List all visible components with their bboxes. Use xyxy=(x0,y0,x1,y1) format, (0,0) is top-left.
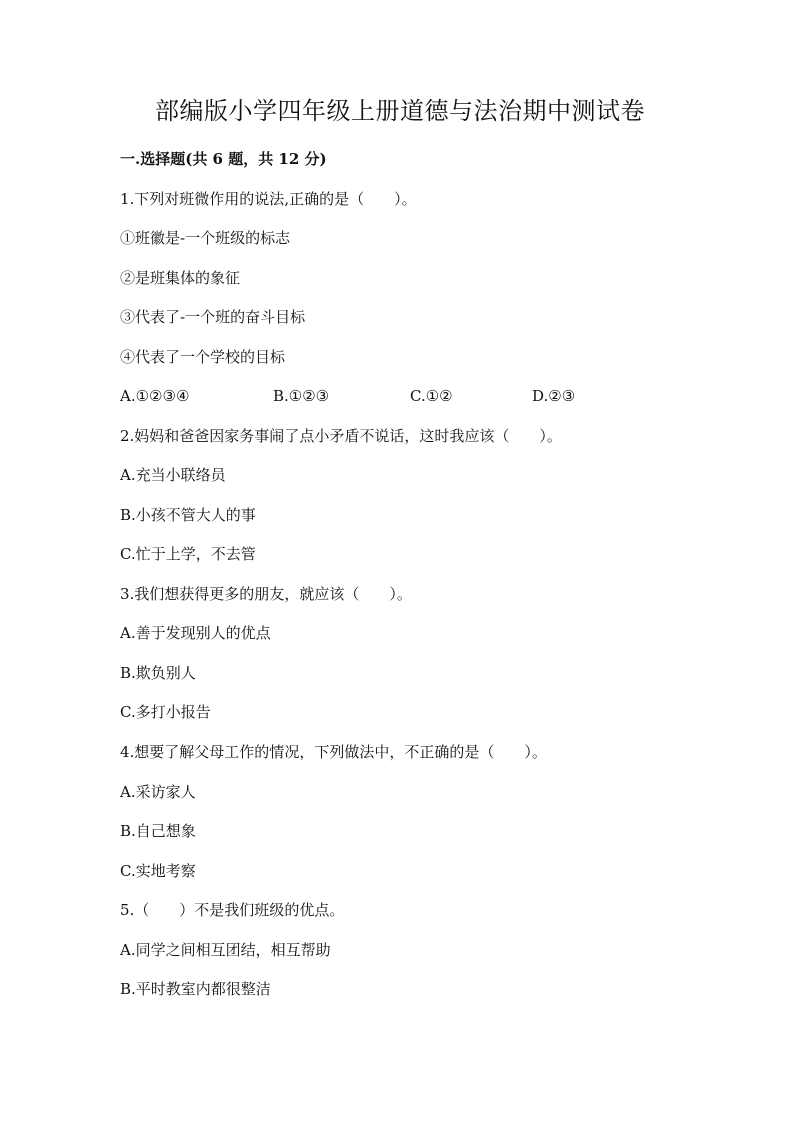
question-5-stem: 5.（ ）不是我们班级的优点。 xyxy=(120,901,345,919)
question-4-option-c: C.实地考察 xyxy=(120,862,196,880)
question-3-option-a: A.善于发现别人的优点 xyxy=(120,624,271,642)
question-3-option-c: C.多打小报告 xyxy=(120,703,211,721)
page-title: 部编版小学四年级上册道德与法治期中测试卷 xyxy=(155,97,645,125)
question-1-option-d: D.②③ xyxy=(532,387,576,405)
question-3-option-b: B.欺负别人 xyxy=(120,664,196,682)
question-1-item-3: ③代表了-一个班的奋斗目标 xyxy=(120,308,306,326)
question-3-stem: 3.我们想获得更多的朋友，就应该（ ）。 xyxy=(120,585,412,603)
question-4-option-b: B.自己想象 xyxy=(120,822,196,840)
question-1-option-a: A.①②③④ xyxy=(120,387,190,405)
question-2-option-c: C.忙于上学，不去管 xyxy=(120,545,256,563)
question-4-stem: 4.想要了解父母工作的情况，下列做法中，不正确的是（ ）。 xyxy=(120,743,547,761)
question-1-option-c: C.①② xyxy=(410,387,453,405)
question-1-option-b: B.①②③ xyxy=(273,387,330,405)
question-1-item-2: ②是班集体的象征 xyxy=(120,269,241,287)
question-1-item-1: ①班徽是-一个班级的标志 xyxy=(120,229,291,247)
question-1-stem: 1.下列对班微作用的说法,正确的是（ ）。 xyxy=(120,190,417,208)
question-1-item-4: ④代表了一个学校的目标 xyxy=(120,348,286,366)
question-5-option-b: B.平时教室内都很整洁 xyxy=(120,980,271,998)
question-2-option-b: B.小孩不管大人的事 xyxy=(120,506,256,524)
section-heading: 一.选择题(共 6 题，共 12 分) xyxy=(120,150,327,168)
question-5-option-a: A.同学之间相互团结，相互帮助 xyxy=(120,941,331,959)
question-2-stem: 2.妈妈和爸爸因家务事闹了点小矛盾不说话，这时我应该（ ）。 xyxy=(120,427,562,445)
question-4-option-a: A.采访家人 xyxy=(120,783,196,801)
question-2-option-a: A.充当小联络员 xyxy=(120,466,226,484)
